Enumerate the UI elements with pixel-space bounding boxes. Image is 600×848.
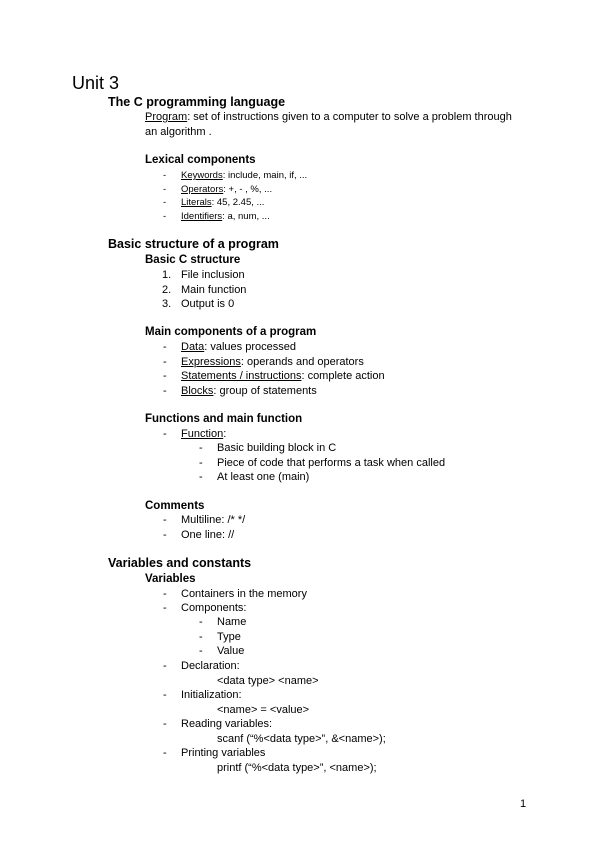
- main-component-item-term: Blocks: [181, 384, 214, 397]
- program-term: Program: [145, 111, 188, 123]
- section-heading-variables-constants: Variables and constants: [108, 556, 252, 570]
- list-dash: -: [199, 616, 203, 628]
- main-components-heading: Main components of a program: [145, 326, 317, 338]
- section-heading-c-language: The C programming language: [108, 95, 286, 109]
- main-component-item: [181, 355, 364, 369]
- basic-c-structure-heading: Basic C structure: [145, 254, 241, 266]
- list-dash: -: [163, 689, 167, 701]
- reading-variables-label: Reading variables:: [181, 718, 273, 730]
- lexical-item-term: Operators: [181, 183, 224, 195]
- basic-structure-item: Output is 0: [181, 298, 235, 310]
- main-component-item: [181, 369, 385, 383]
- list-number: 2.: [162, 283, 172, 296]
- program-definition: [145, 110, 512, 124]
- initialization-label: Initialization:: [181, 689, 242, 701]
- comment-item: One line: //: [181, 528, 235, 541]
- list-dash: -: [163, 602, 167, 614]
- basic-structure-item: File inclusion: [181, 269, 245, 281]
- initialization-code: <name> = <value>: [217, 704, 310, 716]
- reading-variables-code: scanf (“%<data type>”, &<name>);: [217, 733, 386, 745]
- main-component-item-term: Expressions: [181, 355, 241, 368]
- function-sub-item: Piece of code that performs a task when called: [217, 456, 446, 469]
- lexical-item: [181, 197, 264, 209]
- unit-title: Unit 3: [72, 73, 120, 93]
- lexical-item: [181, 170, 307, 182]
- list-dash: -: [163, 183, 167, 195]
- functions-heading: Functions and main function: [145, 413, 303, 425]
- lexical-item: [181, 184, 272, 196]
- list-dash: -: [163, 341, 167, 353]
- list-number: 1.: [162, 269, 172, 281]
- lexical-components-heading: Lexical components: [145, 154, 256, 166]
- page-number: 1: [520, 798, 527, 810]
- variables-containers: Containers in the memory: [181, 588, 307, 600]
- list-dash: -: [163, 514, 167, 526]
- list-dash: -: [163, 170, 167, 181]
- main-component-item: [181, 340, 296, 354]
- component-sub-item: Value: [217, 645, 245, 657]
- main-component-item-desc: : values processed: [204, 341, 296, 353]
- list-dash: -: [163, 747, 167, 759]
- list-dash: -: [163, 210, 167, 222]
- lexical-item-term: Keywords: [181, 170, 223, 181]
- list-number: 3.: [162, 298, 172, 310]
- list-dash: -: [163, 660, 167, 672]
- list-dash: -: [199, 471, 203, 483]
- comment-item: Multiline: /* */: [181, 514, 246, 526]
- component-sub-item: Type: [217, 630, 241, 643]
- list-dash: -: [199, 645, 203, 657]
- main-component-item-desc: : complete action: [301, 370, 385, 382]
- list-dash: -: [163, 588, 167, 600]
- main-component-item: [181, 384, 317, 398]
- main-component-item-term: Data: [181, 341, 205, 353]
- variables-components-label: Components:: [181, 602, 247, 614]
- lexical-item: [181, 211, 270, 223]
- list-dash: -: [163, 370, 167, 382]
- list-dash: -: [199, 442, 203, 454]
- lexical-item-desc: : 45, 2.45, ...: [211, 197, 265, 208]
- lexical-item-desc: : +, - , %, ...: [223, 183, 273, 195]
- list-dash: -: [163, 197, 167, 208]
- list-dash: -: [163, 355, 167, 368]
- basic-structure-item: Main function: [181, 283, 247, 296]
- printing-variables-label: Printing variables: [181, 747, 266, 759]
- lexical-item-desc: : include, main, if, ...: [222, 170, 308, 181]
- main-component-item-desc: : group of statements: [213, 384, 317, 397]
- declaration-label: Declaration:: [181, 660, 240, 672]
- list-dash: -: [163, 384, 167, 397]
- function-sub-item: At least one (main): [217, 471, 310, 483]
- main-component-item-term: Statements / instructions: [181, 370, 302, 382]
- printing-variables-code: printf (“%<data type>”, <name>);: [217, 762, 377, 774]
- function-sub-item: Basic building block in C: [217, 442, 337, 454]
- component-sub-item: Name: [217, 616, 247, 628]
- program-definition-text: : set of instructions given to a computer to solve a problem through: [187, 111, 512, 123]
- lexical-item-desc: : a, num, ...: [222, 210, 270, 222]
- function-colon: :: [223, 428, 227, 440]
- lexical-item-term: Identifiers: [181, 210, 223, 222]
- program-definition-cont: an algorithm .: [145, 126, 212, 138]
- declaration-code: <data type> <name>: [217, 675, 319, 687]
- comments-heading: Comments: [145, 500, 205, 512]
- main-component-item-desc: : operands and operators: [240, 355, 364, 368]
- variables-heading: Variables: [145, 573, 196, 585]
- section-heading-basic-structure: Basic structure of a program: [108, 237, 279, 251]
- list-dash: -: [163, 428, 167, 440]
- function-term: Function: [181, 428, 224, 440]
- list-dash: -: [163, 528, 167, 541]
- list-dash: -: [199, 456, 203, 469]
- lexical-item-term: Literals: [181, 197, 212, 208]
- list-dash: -: [163, 718, 167, 730]
- list-dash: -: [199, 630, 203, 643]
- function-item: [181, 427, 226, 441]
